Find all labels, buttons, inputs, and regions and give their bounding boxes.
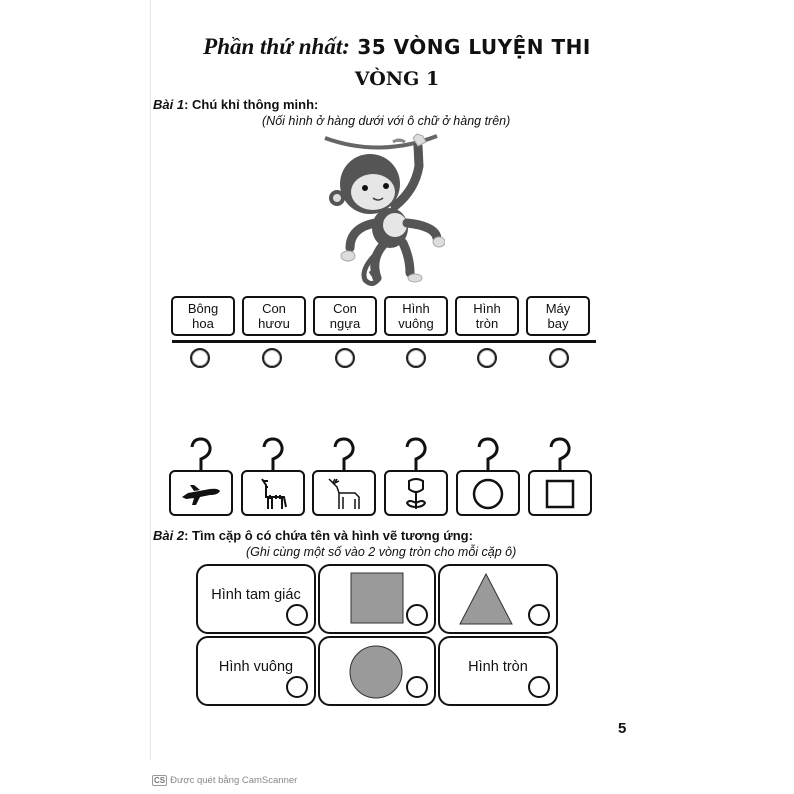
word-box-bong-hoa[interactable]: Bông hoa bbox=[171, 296, 235, 336]
monkey-icon bbox=[315, 128, 445, 288]
card-square-shape[interactable] bbox=[318, 564, 436, 634]
card-hinh-tron[interactable]: Hình tròn bbox=[438, 636, 558, 706]
card-triangle-shape[interactable] bbox=[438, 564, 558, 634]
rail-line bbox=[172, 340, 596, 343]
hook-ring[interactable] bbox=[549, 348, 569, 368]
part-title: 35 VÒNG LUYỆN THI bbox=[349, 35, 591, 59]
answer-ring[interactable] bbox=[528, 604, 550, 626]
picture-tag-circle[interactable] bbox=[455, 437, 521, 517]
card-hinh-tam-giac[interactable]: Hình tam giác bbox=[196, 564, 316, 634]
camscanner-watermark bbox=[152, 775, 297, 786]
word-box-con-huou[interactable]: Con hươu bbox=[242, 296, 306, 336]
exercise1-heading bbox=[153, 97, 318, 112]
word-box-row bbox=[168, 296, 598, 338]
word-box-may-bay[interactable]: Máy bay bbox=[526, 296, 590, 336]
word-box-hinh-vuong[interactable]: Hình vuông bbox=[384, 296, 448, 336]
picture-tag-flower[interactable] bbox=[383, 437, 449, 517]
picture-tag-square[interactable] bbox=[527, 437, 593, 517]
picture-tag-zebra[interactable] bbox=[240, 437, 306, 517]
exercise2-label: Bài 2 bbox=[153, 528, 185, 543]
card-hinh-vuong[interactable]: Hình vuông bbox=[196, 636, 316, 706]
answer-ring[interactable] bbox=[286, 676, 308, 698]
hook-ring[interactable] bbox=[406, 348, 426, 368]
page-number: 5 bbox=[618, 720, 627, 737]
triangle-shape bbox=[460, 574, 512, 624]
exercise1-instruction: (Nối hình ở hàng dưới với ô chữ ở hàng trên) bbox=[262, 114, 511, 128]
picture-tag-airplane[interactable] bbox=[168, 437, 234, 517]
picture-tag-deer[interactable] bbox=[311, 437, 377, 517]
answer-ring[interactable] bbox=[406, 604, 428, 626]
part-label: Phần thứ nhất bbox=[203, 34, 343, 59]
monkey-illustration bbox=[315, 128, 445, 288]
hook-icon bbox=[192, 439, 210, 471]
page-title: Phần thứ nhất: 35 VÒNG LUYỆN THI bbox=[203, 34, 591, 59]
exercise2-title: : Tìm cặp ô có chứa tên và hình vẽ tương ứng: bbox=[184, 528, 473, 543]
square-shape bbox=[351, 573, 403, 623]
watermark-text: Được quét bằng CamScanner bbox=[170, 775, 298, 786]
card-circle-shape[interactable] bbox=[318, 636, 436, 706]
hook-ring[interactable] bbox=[477, 348, 497, 368]
circle-shape bbox=[350, 646, 402, 698]
exercise1-label: Bài 1 bbox=[153, 97, 185, 112]
word-box-hinh-tron[interactable]: Hình tròn bbox=[455, 296, 519, 336]
exercise2-heading bbox=[153, 528, 473, 543]
hook-ring[interactable] bbox=[190, 348, 210, 368]
answer-ring[interactable] bbox=[528, 676, 550, 698]
answer-ring[interactable] bbox=[406, 676, 428, 698]
exercise2-instruction: (Ghi cùng một số vào 2 vòng tròn cho mỗi cặp ô) bbox=[246, 545, 517, 559]
hook-ring[interactable] bbox=[262, 348, 282, 368]
exercise1-title: : Chú khỉ thông minh: bbox=[184, 97, 319, 112]
answer-ring[interactable] bbox=[286, 604, 308, 626]
round-title: VÒNG 1 bbox=[354, 68, 440, 90]
camscanner-logo-icon: CS bbox=[154, 776, 166, 785]
page-edge bbox=[150, 0, 151, 760]
hook-ring[interactable] bbox=[335, 348, 355, 368]
word-box-con-ngua[interactable]: Con ngựa bbox=[313, 296, 377, 336]
